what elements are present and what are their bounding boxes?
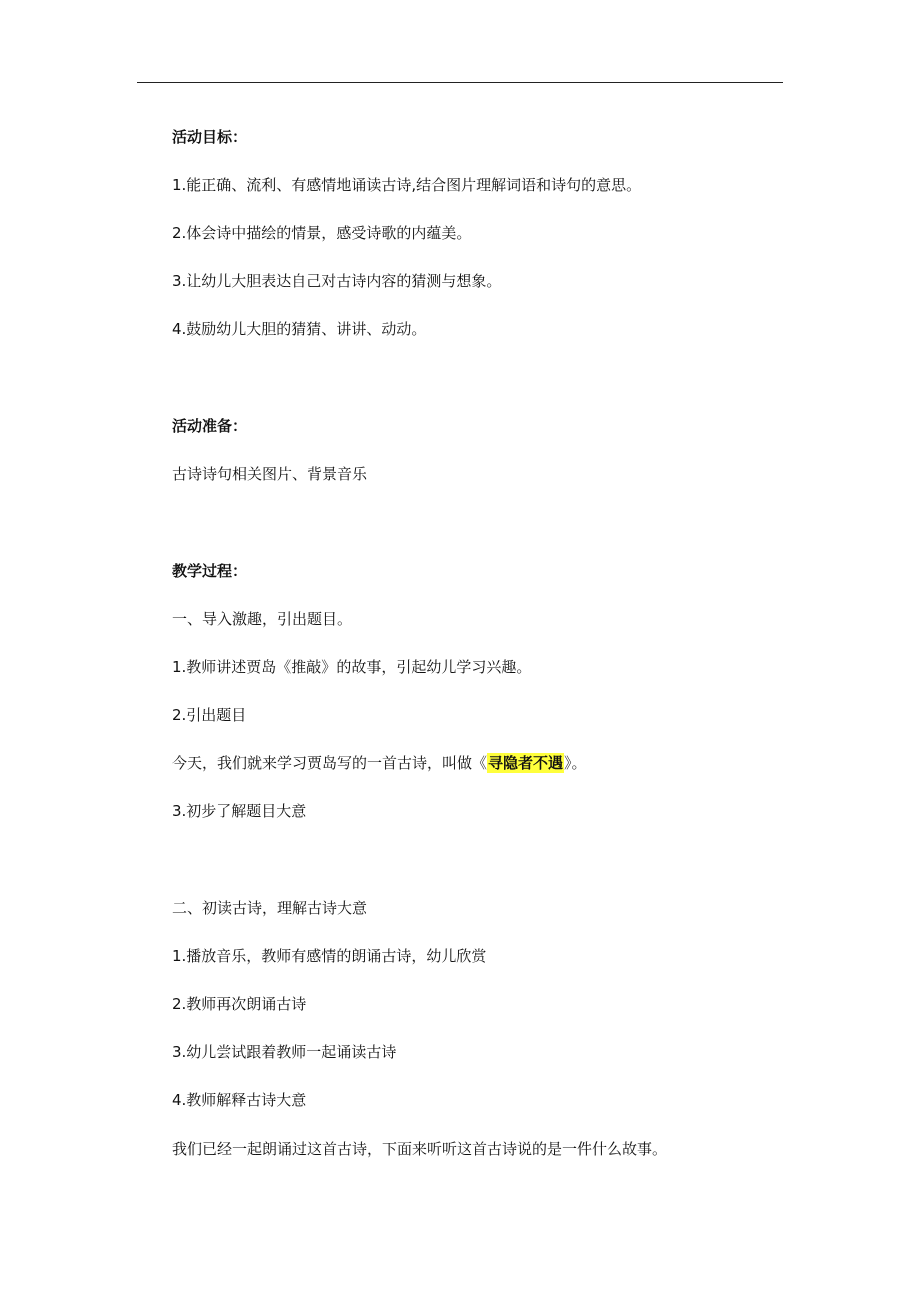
prep-heading: 活动准备： <box>172 417 248 435</box>
section2-title: 二、初读古诗，理解古诗大意 <box>172 899 368 917</box>
section1-item-1: 1.教师讲述贾岛《推敲》的故事，引起幼儿学习兴趣。 <box>172 658 532 676</box>
goal-item-4: 4.鼓励幼儿大胆的猜猜、讲讲、动动。 <box>172 320 427 338</box>
section1-item-2: 2.引出题目 <box>172 706 247 724</box>
section1-item-3: 3.初步了解题目大意 <box>172 802 307 820</box>
goal-item-2: 2.体会诗中描绘的情景，感受诗歌的内蕴美。 <box>172 224 472 242</box>
header-rule <box>137 82 783 83</box>
process-heading: 教学过程： <box>172 562 248 580</box>
goal-item-3: 3.让幼儿大胆表达自己对古诗内容的猜测与想象。 <box>172 272 502 290</box>
section2-item-2: 2.教师再次朗诵古诗 <box>172 995 307 1013</box>
goal-item-1: 1.能正确、流利、有感情地诵读古诗,结合图片理解词语和诗句的意思。 <box>172 176 642 194</box>
section2-item-3: 3.幼儿尝试跟着教师一起诵读古诗 <box>172 1043 397 1061</box>
poem-title-highlight: 寻隐者不遇 <box>488 754 564 772</box>
section2-item-1: 1.播放音乐，教师有感情的朗诵古诗，幼儿欣赏 <box>172 947 487 965</box>
intro-text-after: 》。 <box>564 754 587 772</box>
goals-heading: 活动目标： <box>172 128 248 146</box>
section2-item-4: 4.教师解释古诗大意 <box>172 1091 307 1109</box>
section1-intro <box>172 752 587 774</box>
prep-text: 古诗诗句相关图片、背景音乐 <box>172 465 368 483</box>
intro-text-before: 今天，我们就来学习贾岛写的一首古诗，叫做《 <box>172 754 488 772</box>
section2-closing: 我们已经一起朗诵过这首古诗，下面来听听这首古诗说的是一件什么故事。 <box>172 1140 668 1158</box>
section1-title: 一、导入激趣，引出题目。 <box>172 610 353 628</box>
